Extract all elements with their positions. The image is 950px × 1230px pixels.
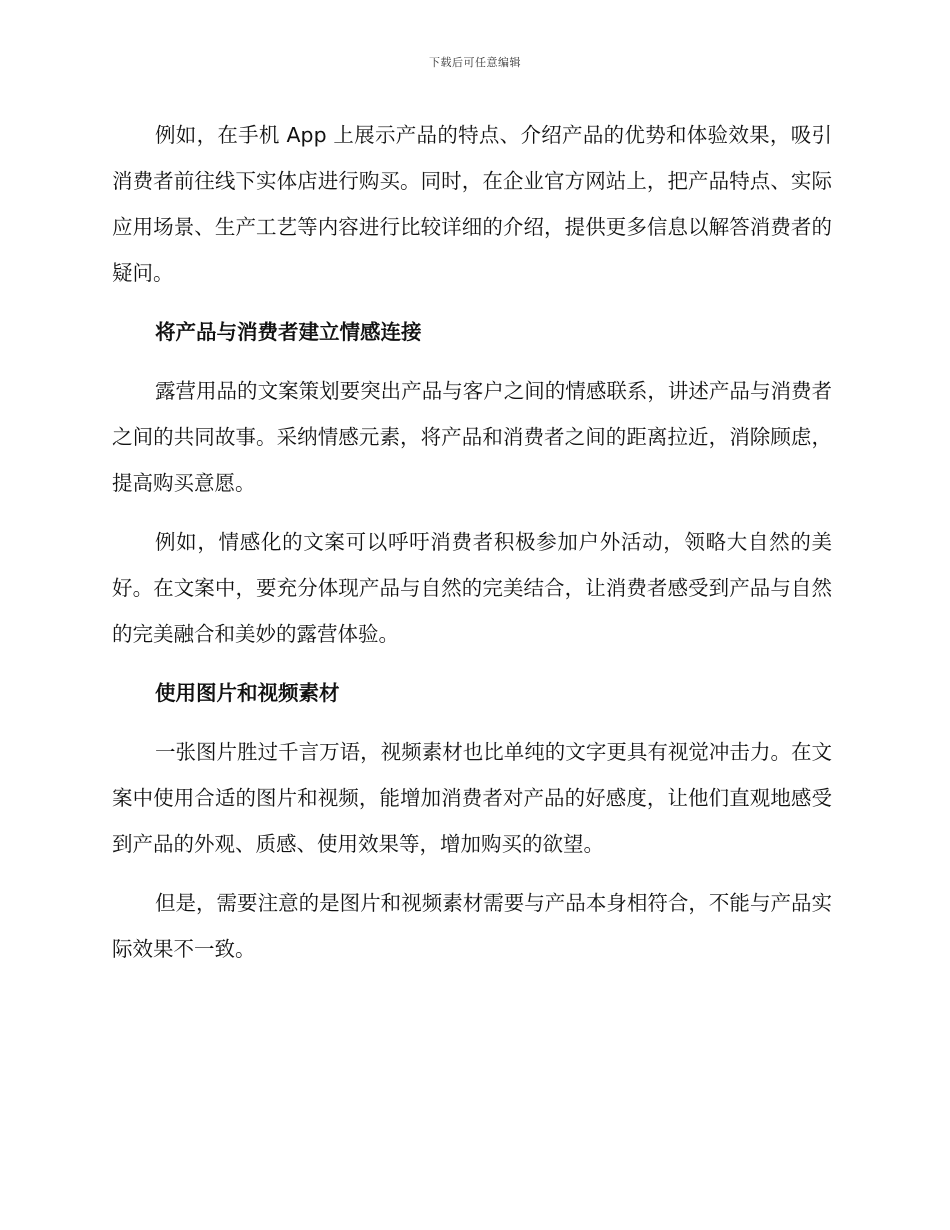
download-note: 下载后可任意编辑: [429, 56, 521, 69]
paragraph-image-video-impact: 一张图片胜过千言万语，视频素材也比单纯的文字更具有视觉冲击力。在文案中使用合适的图片和视频，能增加消费者对产品的好感度，让他们直观地感受到产品的外观、质感、使用效果等，增加购买的欲望。: [112, 740, 832, 856]
paragraph-emotional-example: 例如，情感化的文案可以呼吁消费者积极参加户外活动，领略大自然的美好。在文案中，要充分体现产品与自然的完美结合，让消费者感受到产品与自然的完美融合和美妙的露营体验。: [112, 530, 832, 646]
section-heading-emotional-connection: 将产品与消费者建立情感连接: [155, 320, 422, 344]
document-body: [112, 112, 832, 985]
paragraph-image-video-caution: 但是，需要注意的是图片和视频素材需要与产品本身相符合，不能与产品实际效果不一致。: [112, 891, 832, 961]
paragraph-emotional-copywriting: 露营用品的文案策划要突出产品与客户之间的情感联系，讲述产品与消费者之间的共同故事。采纳情感元素，将产品和消费者之间的距离拉近，消除顾虑，提高购买意愿。: [112, 379, 832, 495]
section-heading-image-video: 使用图片和视频素材: [155, 681, 340, 705]
paragraph-app-website-example: 例如，在手机 App 上展示产品的特点、介绍产品的优势和体验效果，吸引消费者前往线下实体店进行购买。同时，在企业官方网站上，把产品特点、实际应用场景、生产工艺等内容进行比较详细的介绍，提供更多信息以解答消费者的疑问。: [112, 123, 832, 285]
